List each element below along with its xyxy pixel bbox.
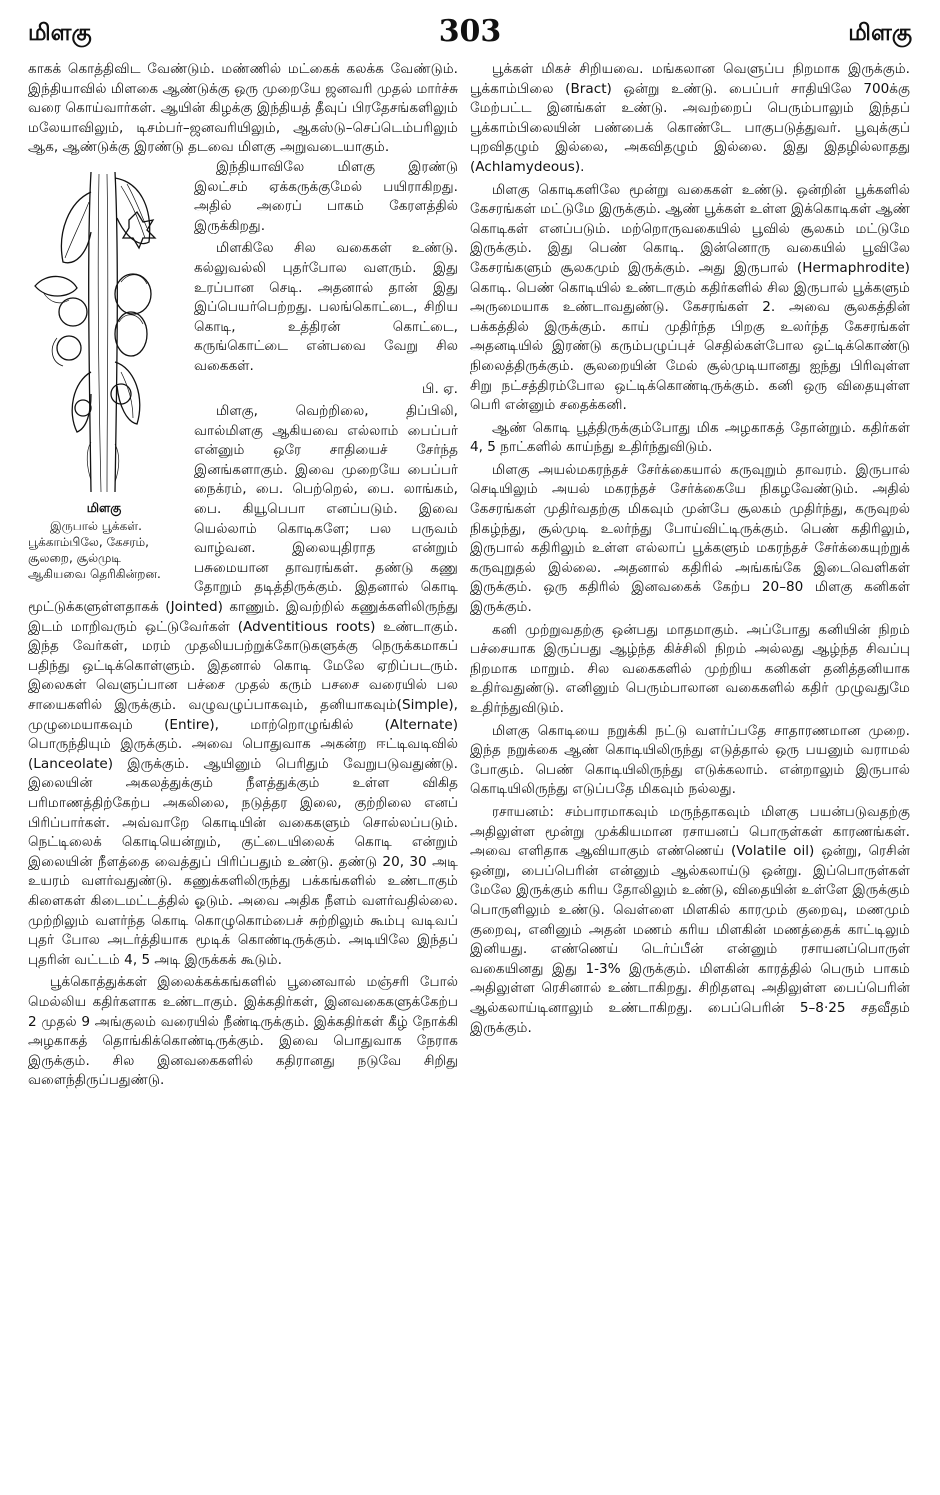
right-column	[470, 60, 910, 1480]
author-signature: பி. ஏ.	[422, 380, 458, 397]
figure-pepper-flower	[28, 162, 180, 582]
paragraph-male-vine: ஆண் கொடி பூத்திருக்கும்போது மிக அழகாகத் தோன்றும். கதிர்கள் 4, 5 நாட்களில் காய்ந்து உதிர்ந்துவிடும்.	[470, 419, 910, 456]
paragraph-pollination: மிளகு அயல்மகரந்தச் சேர்க்கையால் கருவுறும் தாவரம். இருபால் செடியிலும் அயல் மகரந்தச் சேர்க்கையே நிகழவேண்டும். அதில் கேசரங்கள் முதிர்வதற்கு மிகவும் முன்பே சூலகம் முதிர்ந்து, கருவுறல் நிகழ்ந்து, சூல்முடி உலர்ந்து போய்விட்டிருக்கும். பெண் கதிரிலும், இருபால் கதிரிலும் உள்ள எல்லாப் பூக்களும் மகரந்தச் சேர்க்கையுற்றுக் கருவுறுதல் இல்லை. அதனால் கதிரில் அங்கங்கே இடைவெளிகள் இருக்கும். ஒரு கதிரில் இனவகைக் கேற்ப 20–80 மிளகு கனிகள் இருக்கும்.	[470, 461, 910, 616]
page-number: 303	[438, 14, 502, 49]
paragraph-vine-types: மிளகு கொடிகளிலே மூன்று வகைகள் உண்டு. ஒன்றின் பூக்களில் கேசரங்கள் மட்டுமே இருக்கும். ஆண் பூக்கள் உள்ள இக்கொடிகள் ஆண் கொடிகள் எனப்படும். மற்றொருவகையில் பூவில் சூலகம் மட்டுமே இருக்கும். இது பெண் கொடி. இன்னொரு வகையில் பூவிலே கேசரங்களும் சூலகமும் இருக்கும். அது இருபால் (Hermaphrodite) கொடி. பெண் கொடியில் உண்டாகும் கதிர்களில் சில இருபால் பூக்களும் அருமையாக உண்டாவதுண்டு. கேசரங்கள் 2. அவை சூலகத்தின் பக்கத்தில் இருக்கும். காய் முதிர்ந்த பிறகு உலர்ந்த கேசரங்கள் அதனடியில் இரண்டு கரும்பழுப்புச் செதில்கள்போல ஒட்டிக்கொண்டு நிலைத்திருக்கும். சூலறையின் மேல் சூல்முடியானது ஐந்து பிரிவுள்ள சிறு நட்சத்திரம்போல ஒட்டிக்கொண்டிருக்கும். கனி ஒரு விதையுள்ள பெரி என்னும் சதைக்கனி.	[470, 181, 910, 414]
paragraph-varieties: மிளகிலே சில வகைகள் உண்டு. கல்லுவல்லி புதர்போல வளரும். இது உரப்பான செடி. அதனால் தான் இது இப்பெயர்பெற்றது. பலங்கொட்டை, சிறிய கொடி, உத்திரன் கொட்டை, கருங்கொட்டை என்பவை வேறு சில வகைகள்.	[194, 240, 458, 374]
pepper-flower-illustration	[28, 162, 180, 492]
figure-caption: இருபால் பூக்கள். பூக்காம்பிலே, கேசரம், சூலறை, சூல்முடி ஆகியவை தெரிகின்றன.	[28, 518, 161, 581]
paragraph-india-cultivation: இந்தியாவிலே மிளகு இரண்டு இலட்சம் ஏக்கருக்குமேல் பயிராகிறது. அதில் அரைப் பாகம் கேரளத்தில் இருக்கிறது.	[194, 158, 458, 234]
paragraph-genus-description: மிளகு, வெற்றிலை, திப்பிலி, வால்மிளகு ஆகியவை எல்லாம் பைப்பர் என்னும் ஒரே சாதியைச் சேர்ந்த இனங்களாகும். இவை முறையே பைப்பர் நைக்ரம், பை. பெற்றெல், பை. லாங்கம், பை. கியூபெபா எனப்படும். இவை யெல்லாம் கொடிகளே; பல பருவம் வாழ்வன. இலையுதிராத என்றும் பசுமையான தாவரங்கள். தண்டு கணு தோறும் தடித்திருக்கும். இதனால் கொடி மூட்டுக்களுள்ளதாகக் (Jointed) காணும். இவற்றில் கணுக்களிலிருந்து இடம் மாறிவரும் ஒட்டுவேர்கள் (Adventitious roots) உண்டாகும். இந்த வேர்கள், மரம் முதலியபற்றுக்கோடுகளுக்கு நெருக்கமாகப் பதிந்து ஒட்டிக்கொள்ளும். இதனால் கொடி மேலே ஏறிப்படரும். இலைகள் வெளுப்பான பச்சை முதல் கரும் பசசை வரையில் பல சாயைகளில் இருக்கும். வழுவழுப்பாகவும், தனியாகவும்(Simple), முழுமையாகவும் (Entire), மாற்றொழுங்கில் (Alternate) பொருந்தியும் இருக்கும். அவை பொதுவாக அகன்ற ஈட்டிவடிவில் (Lanceolate) இருக்கும். ஆயினும் பெரிதும் வேறுபடுவதுண்டு. இலையின் அகலத்துக்கும் நீளத்துக்கும் உள்ள விகித பரிமாணத்திற்கேற்ப அகலிலை, நடுத்தர இலை, குற்றிலை எனப் பிரிப்பார்கள். அவ்வாறே கொடியின் வகைகளும் சொல்லப்படும். நெட்டிலைக் கொடியென்றும், குட்டையிலைக் கொடி என்றும் இலையின் நீளத்தை வைத்துப் பிரிப்பதும் உண்டு. தண்டு 20, 30 அடி உயரம் வளர்வதுண்டு. கணுக்களிலிருந்து பக்கங்களில் உண்டாகும் கிளைகள் கிடைமட்டத்தில் ஓடும். அவை அதிக நீளம் வளர்வதில்லை. முற்றிலும் வளர்ந்த கொடி கொழுகொம்பைச் சுற்றிலும் கூம்பு வடிவப் புதர் போல அடர்த்தியாக மூடிக் கொண்டிருக்கும். அடியிலே இந்தப் புதரின் வட்டம் 4, 5 அடி இருக்கக் கூடும்.	[28, 403, 458, 968]
page-header	[22, 14, 918, 64]
paragraph-propagation: மிளகு கொடியை நறுக்கி நட்டு வளர்ப்பதே சாதாரணமான முறை. இந்த நறுக்கை ஆண் கொடியிலிருந்து எடுத்தால் ஒரு பயனும் வராமல் போகும். பெண் கொடியிலிருந்து எடுக்கலாம். என்றாலும் இருபால் கொடியிலிருந்து எடுப்பதே மிகவும் நல்லது.	[470, 722, 910, 798]
paragraph-harvest: காகக் கொத்திவிட வேண்டும். மண்ணில் மட்கைக் கலக்க வேண்டும். இந்தியாவில் மிளகை ஆண்டுக்கு ஒரு முறையே ஜனவரி முதல் மார்ச்சு வரை கொய்வார்கள். ஆயின் கிழக்கு இந்தியத் தீவுப் பிரதேசங்களிலும் மலேயாவிலும், டிசம்பர்–ஜனவரியிலும், ஆகஸ்டு–செப்டெம்பரிலும் ஆக, ஆண்டுக்கு இரண்டு தடவை மிளகு அறுவடையாகும்.	[28, 61, 458, 156]
paragraph-flowers: பூக்கள் மிகச் சிறியவை. மங்கலான வெளுப்ப நிறமாக இருக்கும். பூக்காம்பிலை (Bract) ஒன்று உண்டு. பைப்பர் சாதியிலே 700க்கு மேற்பட்ட இனங்கள் உண்டு. அவற்றைப் பெரும்பாலும் இந்தப் பூக்காம்பிலையின் பண்பைக் கொண்டே பாகுபடுத்துவர். பூவுக்குப் புறவிதழும் இல்லை, அகவிதழும் இல்லை. இது இதழில்லாதது (Achlamydeous).	[470, 61, 910, 175]
paragraph-chemistry: ரசாயனம்: சம்பாரமாகவும் மருந்தாகவும் மிளகு பயன்படுவதற்கு அதிலுள்ள மூன்று முக்கியமான ரசாயனப் பொருள்கள் காரணங்கள். அவை எளிதாக ஆவியாகும் எண்ணெய் (Volatile oil) ஒன்று, ரெசின் ஒன்று, பைப்பெரின் என்னும் ஆல்கலாய்டு ஒன்று. இப்பொருள்கள் மேலே இருக்கும் கரிய தோலிலும் உண்டு, விதையின் உள்ளே இருக்கும் பொருளிலும் உண்டு. வெள்ளை மிளகில் காரமும் குறைவு, மணமும் குறைவு, எனினும் அதன் மணம் கரிய மிளகின் மணத்தைக் காட்டிலும் இனியது. எண்ணெய் டெர்ப்பீன் என்னும் ரசாயனப்பொருள் வகையினது இது 1-3% இருக்கும். மிளகின் காரத்தில் பெரும் பாகம் அதிலுள்ள ரெசினால் உண்டாகிறது. சிறிதளவு அதிலுள்ள பைப்பெரின் ஆல்கலாய்டினாலும் உண்டாகிறது. பைப்பெரின் 5–8·25 சதவீதம் இருக்கும்.	[470, 803, 910, 1036]
running-title-left: மிளகு	[28, 20, 92, 46]
paragraph-ripening: கனி முற்றுவதற்கு ஒன்பது மாதமாகும். அப்போது கனியின் நிறம் பச்சையாக இருப்பது ஆழ்ந்த கிச்சிலி நிறம் அல்லது ஆழ்ந்த சிவப்பு நிறமாக மாறும். சில வகைகளில் முற்றிய கனிகள் தனித்தனியாக உதிர்வதுண்டு. எனினும் பெரும்பாலான வகைகளில் கதிர் முழுவதுமே உதிர்ந்துவிடும்.	[470, 621, 910, 716]
figure-title: மிளகு	[86, 499, 122, 515]
running-title-right: மிளகு	[848, 20, 912, 46]
paragraph-flower-spikes: பூக்கொத்துக்கள் இலைக்கக்கங்களில் பூனைவால் மஞ்சரி போல் மெல்லிய கதிர்களாக உண்டாகும். இக்கதிர்கள், இனவகைகளுக்கேற்ப 2 முதல் 9 அங்குலம் வரையில் நீண்டிருக்கும். இக்கதிர்கள் கீழ் நோக்கி அழகாகத் தொங்கிக்கொண்டிருக்கும். இவை பொதுவாக நேராக இருக்கும். சில இனவகைகளில் கதிரானது நடுவே சிறிது வளைந்திருப்பதுண்டு.	[28, 974, 458, 1089]
left-column	[28, 60, 458, 1480]
